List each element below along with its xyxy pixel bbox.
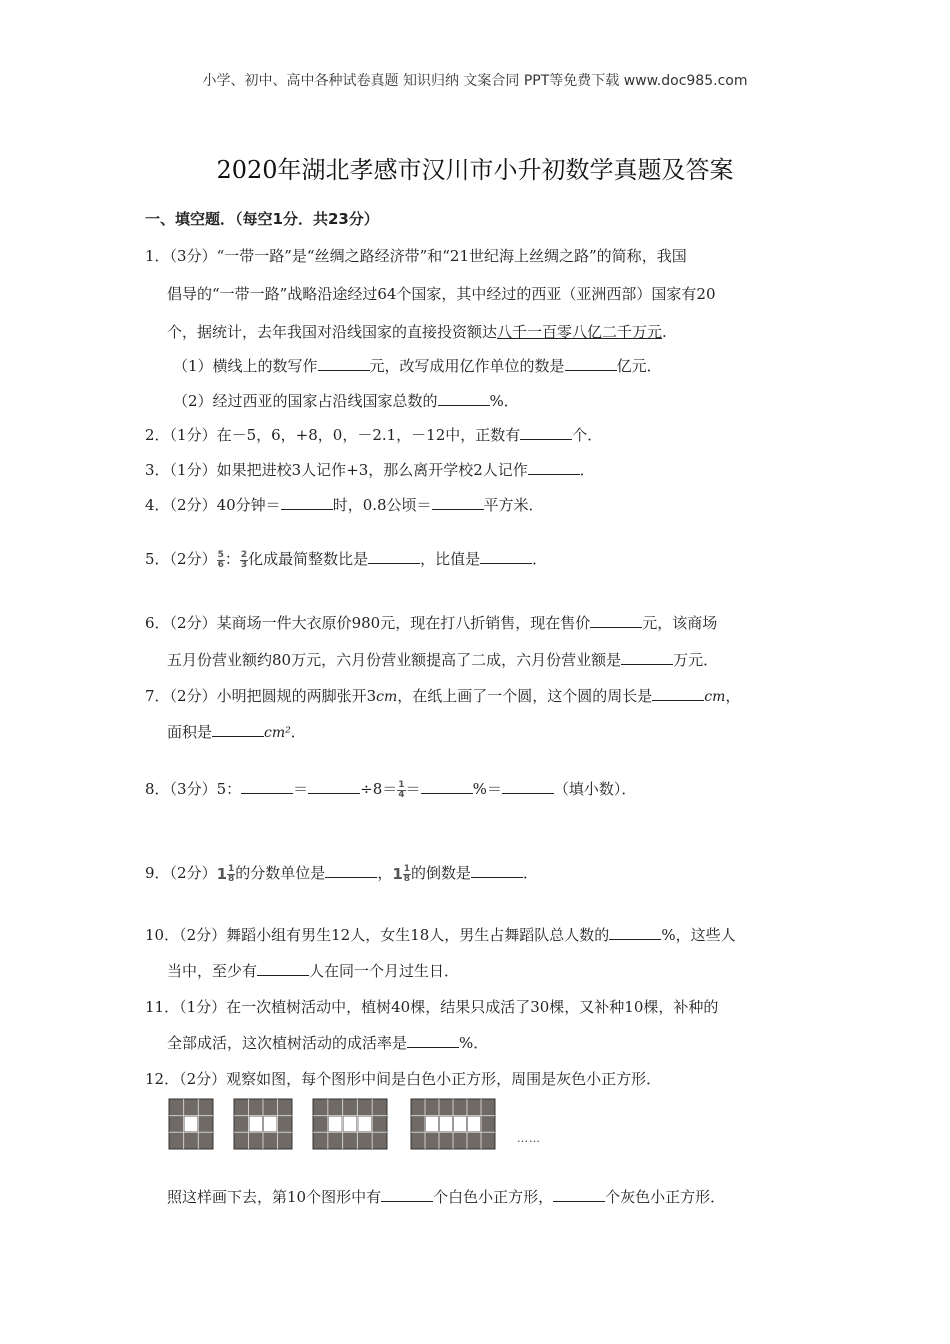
answer-blank[interactable] — [257, 961, 309, 976]
numerator: 1 — [398, 779, 405, 790]
q7-line1 — [145, 685, 740, 706]
denominator: 4 — [398, 789, 405, 800]
answer-blank[interactable] — [381, 1187, 433, 1202]
q1-line3-end: . — [662, 323, 667, 341]
q7-text2: ，在纸上画了一个圆，这个圆的周长是 — [397, 687, 653, 705]
answer-blank[interactable] — [480, 549, 532, 564]
denominator: 8 — [228, 873, 235, 884]
q3-line — [145, 459, 595, 480]
q4-text2: 时，0.8公顷＝ — [332, 496, 432, 514]
q9-line — [145, 862, 538, 884]
q8-text: 8．（3分）5： — [145, 780, 242, 798]
unit-cm: cm — [704, 689, 726, 705]
q8-text4: ＝ — [405, 780, 421, 798]
pattern-figure-3 — [312, 1098, 388, 1150]
pattern-figure-1 — [168, 1098, 214, 1150]
q11-line1: 11．（1分）在一次植树活动中，植树40棵，结果只成活了30棵，又补种10棵，补种的 — [145, 998, 719, 1016]
q6-line2 — [167, 649, 718, 670]
answer-blank[interactable] — [621, 650, 673, 665]
q5-text4: ． — [532, 550, 548, 568]
pattern-figure-4 — [410, 1098, 496, 1150]
q2-text2: 个． — [572, 426, 603, 444]
q7-text3: ， — [725, 687, 741, 705]
q2-line — [145, 424, 602, 445]
q12-line2 — [167, 1186, 725, 1207]
pattern-figure-2 — [233, 1098, 293, 1150]
mixed-number-whole: 1 — [216, 865, 228, 883]
q1-sub2-text: （2）经过西亚的国家占沿线国家总数的 — [173, 392, 438, 410]
answer-blank[interactable] — [281, 495, 333, 510]
q10-text2: %，这些人 — [661, 926, 736, 944]
q9-text5: ． — [523, 864, 539, 882]
q7-line2 — [167, 721, 306, 742]
mixed-number-whole: 1 — [392, 865, 403, 883]
answer-blank[interactable] — [212, 722, 264, 737]
answer-blank[interactable] — [325, 863, 377, 878]
q1-sub1 — [173, 355, 662, 376]
q3-text2: ． — [579, 461, 595, 479]
answer-blank[interactable] — [502, 779, 554, 794]
answer-blank[interactable] — [609, 925, 661, 940]
q10-line2 — [167, 960, 459, 981]
answer-blank[interactable] — [432, 495, 484, 510]
fraction — [403, 865, 411, 884]
q9-text: 9．（2分） — [145, 864, 217, 882]
q7-text: 7．（2分）小明把圆规的两脚张开3 — [145, 687, 377, 705]
answer-blank[interactable] — [471, 863, 523, 878]
answer-blank[interactable] — [241, 779, 293, 794]
continuation-dots: …… — [517, 1132, 541, 1145]
answer-blank[interactable] — [528, 460, 580, 475]
q9-text2: 的分数单位是 — [235, 864, 326, 882]
q1-line2: 倡导的“一带一路”战略沿途经过64个国家，其中经过的西亚（亚洲西部）国家有20 — [167, 285, 716, 303]
answer-blank[interactable] — [520, 425, 572, 440]
q12-text3: 个灰色小正方形． — [605, 1188, 726, 1206]
q1-sub1-text3: 亿元． — [616, 357, 662, 375]
numerator: 1 — [228, 863, 235, 874]
page-title: 2020年湖北孝感市汉川市小升初数学真题及答案 — [216, 156, 734, 184]
q8-line — [145, 778, 636, 800]
q6-text4: 万元． — [673, 651, 719, 669]
q8-text3: ÷8＝ — [360, 780, 398, 798]
answer-blank[interactable] — [368, 549, 420, 564]
answer-blank[interactable] — [438, 391, 490, 406]
q9-text4: 的倒数是 — [411, 864, 472, 882]
q12-text2: 个白色小正方形， — [433, 1188, 554, 1206]
answer-blank[interactable] — [652, 686, 704, 701]
q3-text: 3．（1分）如果把进校3人记作+3，那么离开学校2人记作 — [145, 461, 528, 479]
q5-text3: ，比值是 — [420, 550, 481, 568]
denominator: 3 — [240, 559, 248, 570]
q6-text3: 五月份营业额约80万元，六月份营业额提高了二成，六月份营业额是 — [167, 651, 622, 669]
q7-text4: 面积是 — [167, 723, 213, 741]
numerator: 1 — [403, 863, 411, 874]
answer-blank[interactable] — [590, 613, 642, 628]
q11-line2 — [167, 1032, 488, 1053]
answer-blank[interactable] — [407, 1033, 459, 1048]
answer-blank[interactable] — [553, 1187, 605, 1202]
denominator: 6 — [217, 559, 224, 570]
q11-text2: %． — [459, 1034, 489, 1052]
q1-sub1-text: （1）横线上的数写作 — [173, 357, 318, 375]
q1-sub1-text2: 元，改写成用亿作单位的数是 — [369, 357, 565, 375]
fraction — [217, 551, 225, 570]
q10-text4: 人在同一个月过生日． — [309, 962, 460, 980]
unit-cm2: cm² — [264, 725, 291, 741]
q10-text: 10．（2分）舞蹈小组有男生12人，女生18人，男生占舞蹈队总人数的 — [145, 926, 610, 944]
q12-text: 照这样画下去，第10个图形中有 — [167, 1188, 382, 1206]
answer-blank[interactable] — [308, 779, 360, 794]
q6-text2: 元，该商场 — [642, 614, 718, 632]
q5-line — [145, 548, 547, 570]
q4-text3: 平方米． — [483, 496, 544, 514]
q1-underlined-number: 八千一百零八亿二千万元 — [497, 323, 663, 341]
q6-text: 6．（2分）某商场一件大衣原价980元，现在打八折销售，现在售价 — [145, 614, 591, 632]
fraction — [240, 551, 248, 570]
q2-text: 2．（1分）在－5，6，+8，0，－2.1，－12中，正数有 — [145, 426, 521, 444]
q1-sub2-text2: %． — [489, 392, 519, 410]
denominator: 8 — [403, 873, 411, 884]
q5-text: 5．（2分） — [145, 550, 217, 568]
q5-text2: 化成最简整数比是 — [248, 550, 369, 568]
unit-cm: cm — [376, 689, 398, 705]
q1-line3-text: 个，据统计，去年我国对沿线国家的直接投资额达 — [167, 323, 498, 341]
page-header: 小学、初中、高中各种试卷真题 知识归纳 文案合同 PPT等免费下载 www.doc985.com — [202, 73, 748, 89]
numerator: 5 — [217, 549, 224, 560]
q11-text: 全部成活，这次植树活动的成活率是 — [167, 1034, 408, 1052]
q4-line — [145, 494, 544, 515]
q9-text3: ， — [377, 864, 393, 882]
answer-blank[interactable] — [421, 779, 473, 794]
q8-text6: （填小数）． — [553, 780, 637, 798]
q1-line3 — [167, 321, 667, 342]
q4-text: 4．（2分）40分钟＝ — [145, 496, 281, 514]
answer-blank[interactable] — [318, 356, 370, 371]
q8-text2: ＝ — [293, 780, 309, 798]
q1-line1: 1．（3分）“一带一路”是“丝绸之路经济带”和“21世纪海上丝绸之路”的简称，我国 — [145, 247, 687, 265]
fraction — [397, 781, 405, 800]
answer-blank[interactable] — [565, 356, 617, 371]
section-heading: 一、填空题．（每空1分．共23分） — [145, 210, 379, 228]
q12-line1: 12．（2分）观察如图，每个图形中间是白色小正方形，周围是灰色小正方形． — [145, 1070, 662, 1088]
colon: ： — [224, 550, 240, 568]
q8-text5: %＝ — [472, 780, 502, 798]
numerator: 2 — [240, 549, 248, 560]
q6-line1 — [145, 612, 717, 633]
q10-text3: 当中，至少有 — [167, 962, 258, 980]
q7-text5: ． — [290, 723, 306, 741]
q1-sub2 — [173, 390, 519, 411]
q10-line1 — [145, 924, 736, 945]
